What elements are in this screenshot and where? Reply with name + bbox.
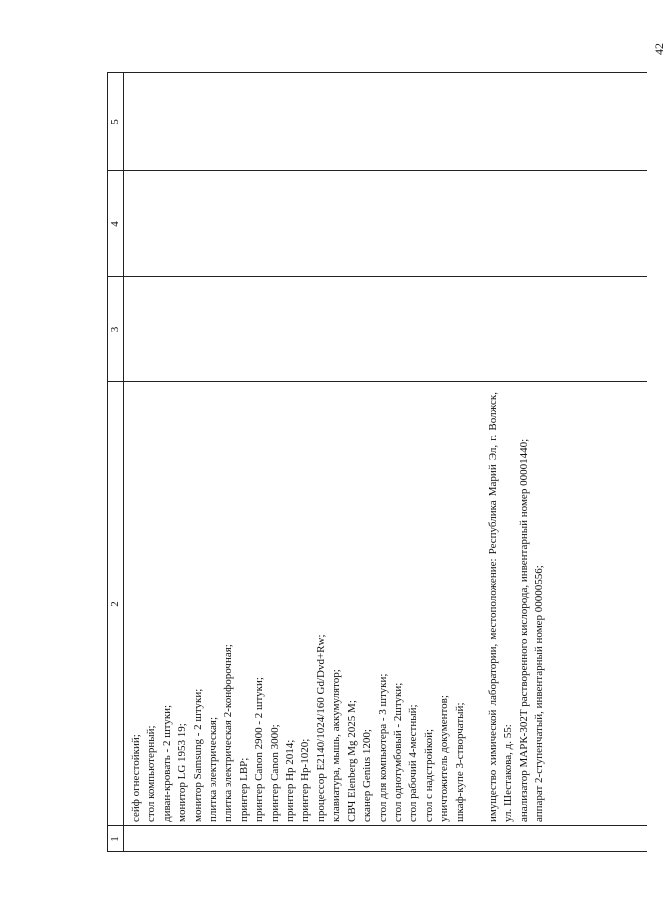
list-item: принтер Canon 3000; — [268, 724, 281, 822]
list-item: плитка электрическая 2-конфорочная; — [222, 644, 235, 822]
column-number-3: 3 — [109, 326, 121, 333]
column-divider-2 — [107, 825, 647, 826]
list-item: уничтожитель документов; — [438, 695, 451, 822]
list-item: принтер Hp 2014; — [284, 739, 297, 822]
header-row-border — [123, 72, 124, 852]
list-item: сейф огнестойкий; — [130, 734, 142, 822]
list-item: стол однотумбовый - 2штуки; — [391, 682, 404, 822]
list-item: плитка электрическая; — [207, 716, 220, 822]
column-divider-4 — [107, 276, 647, 277]
column-number-4: 4 — [109, 221, 121, 227]
column-divider-5 — [107, 170, 647, 171]
page-number: 42 — [652, 43, 666, 55]
list-item: принтер Canon 2900 - 2 штуки; — [253, 677, 266, 822]
column-number-1: 1 — [109, 836, 121, 842]
list-item: стол компьютерный; — [145, 725, 158, 822]
list-item: принтер LBP; — [237, 757, 250, 822]
list-item: монитор Samsung - 2 штуки; — [191, 688, 204, 822]
column-number-2: 2 — [109, 601, 121, 607]
list-item: стол рабочий 4-местный; — [407, 704, 420, 822]
list-item: СВЧ Elenberg Mg 2025 M; — [345, 700, 358, 822]
list-item: сканер Genius 1200; — [361, 729, 374, 822]
list-item: стол для компьютера - 3 штуки; — [376, 673, 389, 822]
column-divider-3 — [107, 381, 647, 382]
apparatus-line: аппарат 2-ступенчатый, инвентарный номер 00000556; — [533, 565, 546, 822]
list-item: стол с надстройкой; — [422, 728, 435, 822]
rotated-table — [107, 72, 647, 852]
table-right-border — [107, 72, 647, 73]
list-item: монитор LG 1953 19; — [176, 723, 189, 822]
column-2-cell — [129, 392, 548, 822]
list-item: принтер Hp-1020; — [299, 738, 312, 822]
column-number-5: 5 — [109, 119, 121, 125]
column-divider-1 — [107, 851, 647, 852]
list-item: процессор E2140/1024/160 Gd/Dvd+Rw; — [314, 634, 327, 822]
list-item: клавиатура, мышь, аккумулятор; — [330, 669, 343, 822]
list-item: диван-кровать - 2 штуки; — [160, 704, 173, 822]
analyzer-paragraph: анализатор МАРК-302Т растворенного кислорода, инвентарный номер 00001440; — [517, 438, 530, 822]
lab-location-paragraph: имущество химической лаборатории, местоположение: Республика Марий Эл, г. Волжск, ул. Шестакова, д. 55: — [486, 392, 515, 822]
list-item: шкаф-купе 3-створчатый; — [453, 702, 466, 822]
